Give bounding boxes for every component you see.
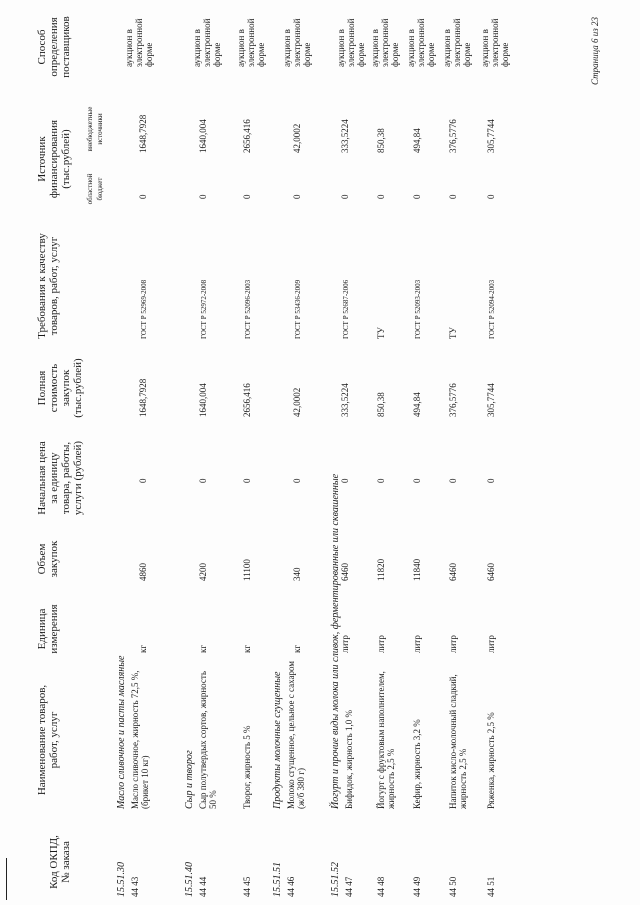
row-req: ГОСТ Р 52969-2008 — [140, 279, 148, 339]
row-method: аукцион в электронной форме — [442, 18, 472, 67]
row-budget: 0 — [292, 194, 302, 199]
row-method: аукцион в электронной форме — [480, 18, 510, 67]
row-unit: кг — [198, 644, 208, 653]
row-extra: 850,38 — [376, 128, 386, 153]
row-code: 44 51 — [486, 876, 496, 897]
header-fin: Источник финансирования (тыс.рублей) — [36, 119, 72, 199]
row-budget: 0 — [486, 194, 496, 199]
row-method: аукцион в электронной форме — [192, 18, 222, 67]
page-number: Страница 6 из 23 — [590, 17, 600, 85]
row-code: 44 48 — [376, 876, 386, 897]
section-title: Сыр и творог — [184, 750, 195, 809]
row-unit: литр — [376, 635, 386, 653]
row-qty: 11820 — [376, 558, 386, 581]
row-req: ГОСТ Р 52096-2003 — [244, 279, 252, 339]
header-code: Код ОКПД, № заказа — [48, 835, 72, 889]
row-total: 2656,416 — [242, 383, 252, 417]
row-unit: литр — [412, 635, 422, 653]
row-unit: литр — [486, 635, 496, 653]
row-extra: 1640,004 — [198, 119, 208, 153]
row-extra: 333,5224 — [340, 119, 350, 153]
section-code: 15.51.52 — [330, 862, 341, 897]
row-budget: 0 — [198, 194, 208, 199]
row-extra: 1648,7928 — [138, 114, 148, 153]
row-code: 44 45 — [242, 876, 252, 897]
header-req: Требования к качеству товаров, работ, услуг — [36, 233, 60, 339]
row-total: 1640,004 — [198, 383, 208, 417]
row-budget: 0 — [376, 194, 386, 199]
row-price: 0 — [138, 478, 148, 483]
header-price: Начальная цена за единицу товара, работы, услуги (рублей) — [36, 440, 84, 516]
row-name: Йогурт с фруктовым наполнителем, жирность 2,5 % — [376, 671, 396, 809]
row-price: 0 — [198, 478, 208, 483]
row-price: 0 — [448, 478, 458, 483]
row-unit: литр — [448, 635, 458, 653]
row-code: 44 43 — [130, 876, 140, 897]
row-price: 0 — [242, 478, 252, 483]
row-budget: 0 — [242, 194, 252, 199]
row-unit: литр — [340, 635, 350, 653]
row-method: аукцион в электронной форме — [370, 18, 400, 67]
row-req: ГОСТ Р 52687-2006 — [342, 279, 350, 339]
row-budget: 0 — [448, 194, 458, 199]
row-method: аукцион в электронной форме — [406, 18, 436, 67]
row-code: 44 44 — [198, 876, 208, 897]
header-fin-extra: внебюджетные источники — [86, 106, 104, 152]
row-budget: 0 — [138, 194, 148, 199]
row-qty: 6460 — [448, 563, 458, 581]
row-qty: 6460 — [486, 563, 496, 581]
row-extra: 42,0002 — [292, 123, 302, 153]
header-name: Наименование товаров, работ, услуг — [36, 684, 60, 796]
section-title: Йогурт и прочие виды молока или сливок, ферментированные или сквашенные — [330, 473, 341, 809]
row-method: аукцион в электронной форме — [282, 18, 312, 67]
row-qty: 6460 — [340, 563, 350, 581]
row-price: 0 — [340, 478, 350, 483]
row-code: 44 50 — [448, 876, 458, 897]
row-qty: 11840 — [412, 558, 422, 581]
row-unit: кг — [138, 644, 148, 653]
row-unit: кг — [242, 644, 252, 653]
row-qty: 340 — [292, 567, 302, 581]
row-total: 376,5776 — [448, 383, 458, 417]
row-req: ТУ — [448, 327, 458, 339]
header-method: Способ определения поставщиков — [36, 16, 72, 78]
row-name: Молоко сгущенное, цельное с сахаром (ж/б 380 г) — [286, 661, 306, 809]
row-extra: 494,84 — [412, 128, 422, 153]
row-req: ГОСТ Р 52972-2008 — [200, 279, 208, 339]
row-code: 44 49 — [412, 876, 422, 897]
header-fin-budget: областной бюджет — [86, 173, 104, 205]
row-total: 494,84 — [412, 392, 422, 417]
header-total: Полная стоимость закупок (тыс.рублей) — [36, 358, 84, 418]
row-budget: 0 — [412, 194, 422, 199]
row-name: Кефир, жирность 3,2 % — [412, 719, 422, 809]
section-title: Продукты молочные сгущенные — [272, 671, 283, 809]
row-total: 333,5224 — [340, 383, 350, 417]
header-unit: Единица измерения — [36, 604, 60, 654]
row-method: аукцион в электронной форме — [236, 18, 266, 67]
row-name: Творог, жирность 5 % — [242, 725, 252, 809]
row-req: ГОСТ Р 52093-2003 — [414, 279, 422, 339]
row-price: 0 — [486, 478, 496, 483]
row-total: 305,7744 — [486, 383, 496, 417]
row-req: ТУ — [376, 327, 386, 339]
row-name: Напиток кисло-молочный сладкий, жирность 2,5 % — [448, 674, 468, 809]
row-total: 1648,7928 — [138, 378, 148, 417]
row-budget: 0 — [340, 194, 350, 199]
row-name: Масло сливочное, жирность 72,5 %, (брикет 10 кг) — [130, 670, 150, 809]
row-extra: 2656,416 — [242, 119, 252, 153]
row-unit: кг — [292, 644, 302, 653]
row-name: Сыр полутвердых сортов, жирность 50 % — [198, 671, 218, 809]
section-code: 15.51.51 — [272, 862, 283, 897]
row-extra: 376,5776 — [448, 119, 458, 153]
row-name: Ряженка, жирность 2,5 % — [486, 712, 496, 809]
row-price: 0 — [376, 478, 386, 483]
row-req: ГОСТ Р 53436-2009 — [294, 279, 302, 339]
row-code: 44 47 — [344, 876, 354, 897]
row-req: ГОСТ Р 52094-2003 — [488, 279, 496, 339]
row-code: 44 46 — [286, 876, 296, 897]
row-price: 0 — [292, 478, 302, 483]
row-price: 0 — [412, 478, 422, 483]
section-code: 15.51.30 — [116, 862, 127, 897]
row-total: 42,0002 — [292, 387, 302, 417]
section-title: Масло сливочное и пасты масляные — [116, 655, 127, 809]
row-name: Бифидок, жирность 1,0 % — [344, 710, 354, 809]
section-code: 15.51.40 — [184, 862, 195, 897]
row-total: 850,38 — [376, 392, 386, 417]
row-method: аукцион в электронной форме — [336, 18, 366, 67]
row-qty: 11100 — [242, 559, 252, 581]
row-extra: 305,7744 — [486, 119, 496, 153]
row-method: аукцион в электронной форме — [124, 18, 154, 67]
row-qty: 4200 — [198, 563, 208, 581]
row-qty: 4860 — [138, 563, 148, 581]
header-qty: Объем закупок — [36, 540, 60, 578]
